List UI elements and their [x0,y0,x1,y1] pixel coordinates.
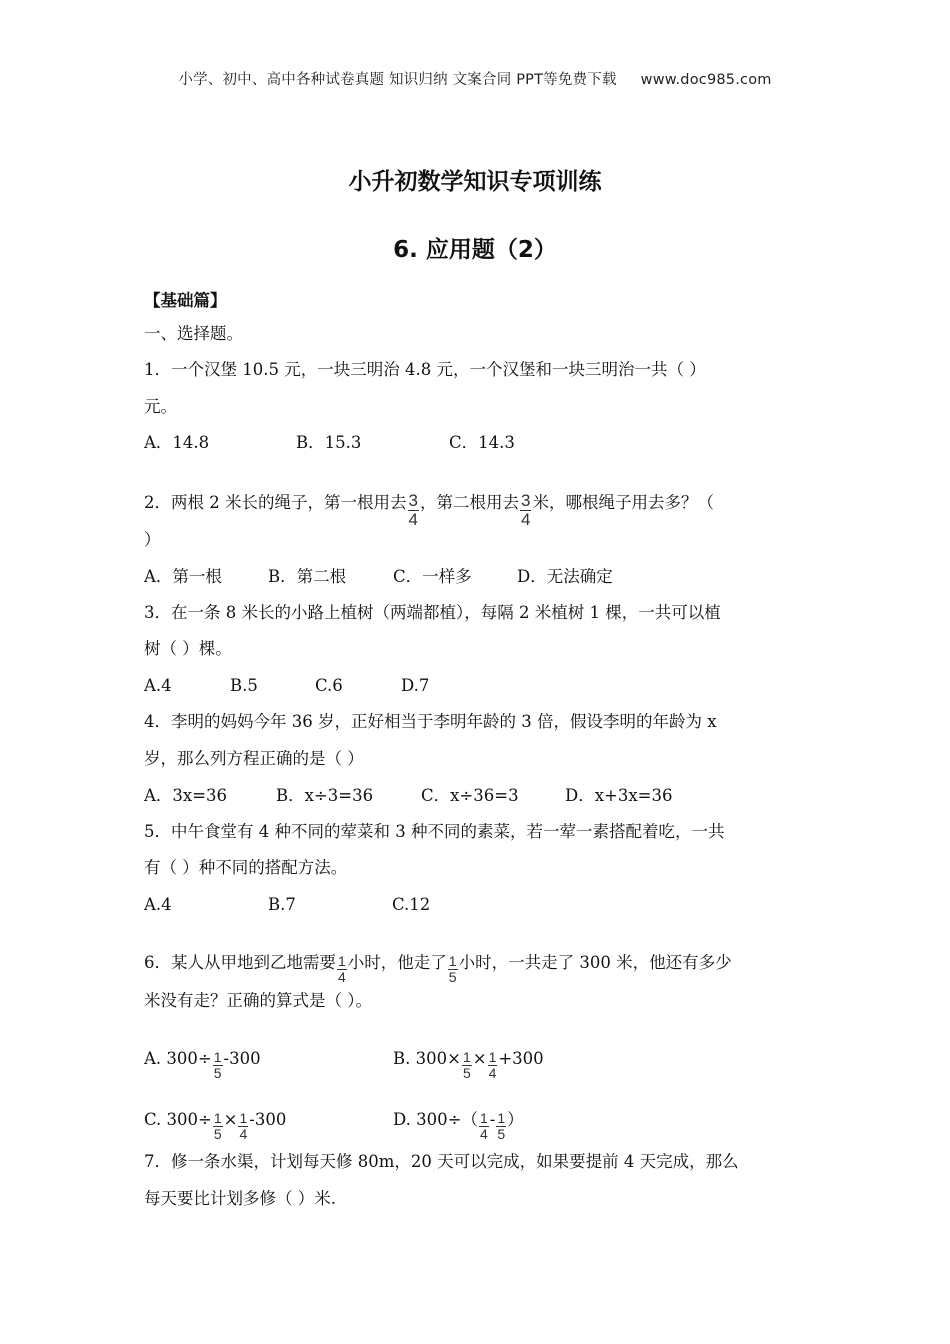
q1-option-b: B．15.3 [296,433,362,452]
q5-option-c: C.12 [392,895,431,914]
page-header [0,68,950,89]
part-heading: 一、选择题。 [144,324,243,343]
q1-option-c: C．14.3 [449,433,515,452]
q2-fraction-2: $\frac{3}{4}$ [520,491,531,529]
q6-b-fraction-2: $\frac{1}{4}$ [488,1049,497,1081]
q3-option-b: B.5 [230,676,258,695]
q2-text-a: 2．两根 2 米长的绳子，第一根用去 [144,493,407,512]
chapter-title: 6. 应用题（2） [393,237,557,263]
q6-option-b: B. 300× $\frac{1}{5}$ × $\frac{1}{4}$ +300 [393,1049,544,1081]
header-url[interactable]: www.doc985.com [640,72,772,88]
q5-option-b: B.7 [268,895,296,914]
q2-option-b: B．第二根 [268,567,347,586]
q4-option-a: A．3x=36 [144,786,228,805]
q3-option-d: D.7 [401,676,430,695]
q6-text-b: 小时，他走了 [347,953,447,972]
q5-option-a: A.4 [144,895,172,914]
document-title: 小升初数学知识专项训练 [348,169,602,195]
q4-option-c: C．x÷36=3 [421,786,519,805]
q2-line2: ） [144,530,161,549]
q6-line1 [144,952,824,985]
q6-text-a: 6．某人从甲地到乙地需要 [144,953,336,972]
q1-option-a: A．14.8 [144,433,210,452]
q6-c-fraction-2: $\frac{1}{4}$ [239,1110,248,1142]
q3-option-a: A.4 [144,676,172,695]
q6-option-a: A. 300÷ $\frac{1}{5}$ -300 [144,1049,261,1081]
q4-option-d: D．x+3x=36 [565,786,673,805]
q6-a-fraction: $\frac{1}{5}$ [213,1049,222,1081]
q6-b-fraction-1: $\frac{1}{5}$ [462,1049,471,1081]
q2-line1 [144,492,824,529]
q2-option-d: D．无法确定 [517,567,613,586]
q6-d-fraction-1: $\frac{1}{4}$ [479,1110,488,1142]
q2-text-b: ，第二根用去 [419,493,519,512]
q3-line1: 3．在一条 8 米长的小路上植树（两端都植），每隔 2 米植树 1 棵，一共可以植 [144,603,721,622]
header-left-text: 小学、初中、高中各种试卷真题 知识归纳 文案合同 PPT等免费下载 [178,72,617,88]
q1-line2: 元。 [144,397,177,416]
q7-line2: 每天要比计划多修（ ）米. [144,1189,336,1208]
q6-fraction-1: $\frac{1}{4}$ [338,953,346,985]
q6-c-fraction-1: $\frac{1}{5}$ [213,1110,222,1142]
section-heading: 【基础篇】 [144,291,227,310]
q4-line2: 岁，那么列方程正确的是（ ） [144,749,364,768]
q6-line2: 米没有走？正确的算式是（ ）。 [144,991,372,1010]
q6-option-c: C. 300÷ $\frac{1}{5}$ × $\frac{1}{4}$ -300 [144,1110,287,1142]
q5-line1: 5．中午食堂有 4 种不同的荤菜和 3 种不同的素菜，若一荤一素搭配着吃，一共 [144,822,725,841]
q5-line2: 有（ ）种不同的搭配方法。 [144,858,348,877]
q3-option-c: C.6 [315,676,343,695]
q2-text-c: 米，哪根绳子用去多？（ [532,493,714,512]
q6-fraction-2: $\frac{1}{5}$ [448,953,457,985]
q7-line1: 7．修一条水渠，计划每天修 80m，20 天可以完成，如果要提前 4 天完成，那么 [144,1152,739,1171]
q1-line1: 1．一个汉堡 10.5 元，一块三明治 4.8 元，一个汉堡和一块三明治一共（ ） [144,360,706,379]
q6-d-fraction-2: $\frac{1}{5}$ [497,1110,506,1142]
q6-text-c: 小时，一共走了 300 米，他还有多少 [458,953,732,972]
q6-option-d: D. 300÷（ $\frac{1}{4}$ - $\frac{1}{5}$ ） [393,1110,524,1142]
q2-option-a: A．第一根 [144,567,222,586]
q2-option-c: C．一样多 [393,567,472,586]
q2-fraction-1: $\frac{3}{4}$ [408,491,418,529]
q4-option-b: B．x÷3=36 [276,786,374,805]
q4-line1: 4．李明的妈妈今年 36 岁，正好相当于李明年龄的 3 倍，假设李明的年龄为 x [144,712,717,731]
q3-line2: 树（ ）棵。 [144,639,232,658]
